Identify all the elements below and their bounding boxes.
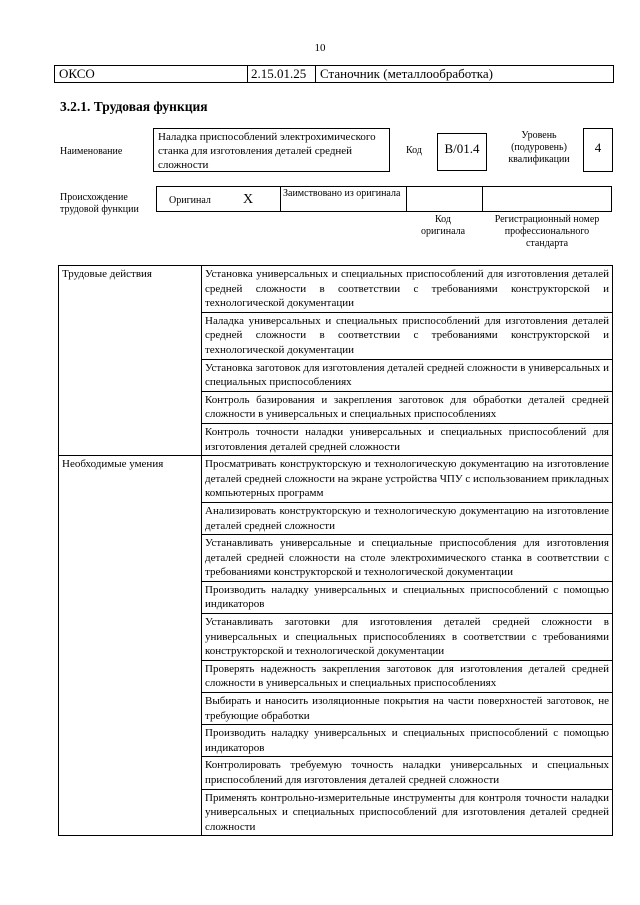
section-item: Применять контрольно-измерительные инструменты для контроля точности наладки универсальных и специальных приспособлений для изготовления деталей средней сложности [202,789,613,836]
function-code: B/01.4 [437,133,487,171]
origin-reg-cell [483,187,611,211]
section-item: Анализировать конструкторскую и технологическую документацию на изготовление деталей средней сложности [202,502,613,534]
name-label: Наименование [60,146,123,157]
section-category: Трудовые действия [59,266,202,456]
section-item: Установка заготовок для изготовления деталей средней сложности в универсальных и специальных приспособлениях [202,359,613,391]
level-value: 4 [583,128,613,172]
okso-code: 2.15.01.25 [248,66,316,82]
section-item: Выбирать и наносить изоляционные покрытия на части поверхностей заготовок, не требующие обработки [202,693,613,725]
section-item: Устанавливать универсальные и специальные приспособления для изготовления деталей средней сложности на столе электрохимического станка в соответствии с требованиями конструкторской и технологической документации [202,535,613,582]
section-item: Наладка универсальных и специальных приспособлений для изготовления деталей средней сложности в соответствии с требованиями конструкторской и технологической документации [202,312,613,359]
okso-row [54,65,614,83]
table-row [59,456,613,503]
origin-row [156,186,612,212]
function-name: Наладка приспособлений электрохимического станка для изготовления деталей средней сложности [153,128,390,172]
okso-label: ОКСО [55,66,248,82]
section-item: Контролировать требуемую точность наладки универсальных и специальных приспособлений для изготовления деталей средней сложности [202,757,613,789]
original-label: Оригинал [169,195,211,206]
origin-code-cell [407,187,483,211]
section-title: 3.2.1. Трудовая функция [60,99,208,114]
page-number: 10 [314,42,326,54]
section-item: Контроль точности наладки универсальных и специальных приспособлений для изготовления деталей средней сложности [202,423,613,455]
section-item: Устанавливать заготовки для изготовления деталей средней сложности в универсальных и специальных приспособлениях в соответствии с требованиями конструкторской и технологической документации [202,614,613,661]
table-row [59,266,613,313]
section-item: Производить наладку универсальных и специальных приспособлений с помощью индикаторов [202,725,613,757]
original-mark: X [243,192,254,207]
origin-label: Происхождение трудовой функции [60,192,139,215]
section-category: Необходимые умения [59,456,202,836]
okso-name: Станочник (металлообработка) [320,66,493,81]
borrowed-label: Заимствовано из оригинала [283,188,401,199]
section-item: Установка универсальных и специальных приспособлений для изготовления деталей средней сложности в соответствии с требованиями конструкторской и технологической документации [202,266,613,313]
code-caption: Код оригинала [420,214,466,237]
section-item: Проверять надежность закрепления заготовок для изготовления деталей средней сложности в универсальных и специальных приспособлениях [202,660,613,692]
labor-function-table [58,265,613,836]
code-label: Код [406,145,422,156]
section-item: Производить наладку универсальных и специальных приспособлений с помощью индикаторов [202,581,613,613]
section-item: Просматривать конструкторскую и технологическую документацию на изготовление деталей средней сложности на экране устройства ЧПУ с использованием прикладных компьютерных программ [202,456,613,503]
section-item: Контроль базирования и закрепления заготовок для обработки деталей средней сложности в универсальных и специальных приспособлениях [202,391,613,423]
level-label: Уровень (подуровень) квалификации [508,130,570,165]
reg-caption: Регистрационный номер профессионального стандарта [494,214,600,249]
